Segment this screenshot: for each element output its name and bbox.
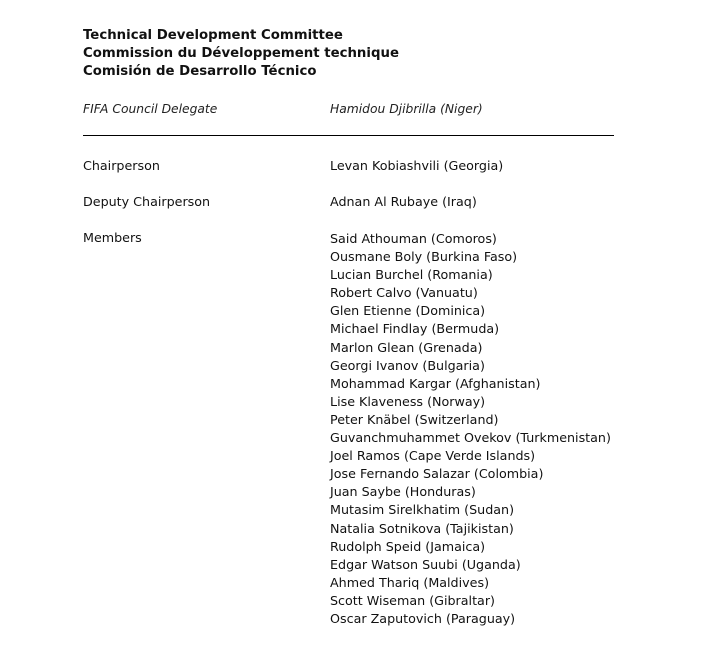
members-label: Members: [83, 230, 142, 245]
member-item: Ahmed Thariq (Maldives): [330, 574, 490, 590]
member-item: Mohammad Kargar (Afghanistan): [330, 375, 541, 391]
title-spanish: Comisión de Desarrollo Técnico: [83, 64, 317, 79]
member-item: Peter Knäbel (Switzerland): [330, 411, 499, 427]
member-item: Scott Wiseman (Gibraltar): [330, 592, 495, 608]
member-item: Joel Ramos (Cape Verde Islands): [330, 448, 536, 464]
member-item: Lucian Burchel (Romania): [330, 267, 493, 283]
member-item: Said Athouman (Comoros): [330, 231, 497, 246]
member-item: Robert Calvo (Vanuatu): [330, 285, 478, 301]
member-item: Juan Saybe (Honduras): [330, 484, 476, 500]
divider-line: [83, 135, 614, 136]
deputy-chairperson-label: Deputy Chairperson: [83, 194, 211, 209]
member-item: Edgar Watson Suubi (Uganda): [330, 556, 521, 572]
title-french: Commission du Développement technique: [83, 46, 399, 61]
member-item: Natalia Sotnikova (Tajikistan): [330, 520, 514, 536]
member-item: Guvanchmuhammet Ovekov (Turkmenistan): [330, 430, 611, 446]
member-item: Ousmane Boly (Burkina Faso): [330, 249, 518, 265]
member-item: Mutasim Sirelkhatim (Sudan): [330, 502, 515, 518]
chairperson-name: Levan Kobiashvili (Georgia): [330, 158, 504, 173]
committee-titles: [83, 27, 399, 81]
deputy-chairperson-name: Adnan Al Rubaye (Iraq): [330, 194, 477, 209]
member-item: Lise Klaveness (Norway): [330, 393, 486, 409]
member-item: Glen Etienne (Dominica): [330, 303, 486, 319]
member-item: Oscar Zaputovich (Paraguay): [330, 610, 516, 626]
title-english: Technical Development Committee: [83, 28, 343, 43]
member-item: Michael Findlay (Bermuda): [330, 321, 500, 337]
member-item: Marlon Glean (Grenada): [330, 339, 483, 355]
delegate-label: FIFA Council Delegate: [83, 102, 218, 116]
chairperson-label: Chairperson: [83, 158, 160, 173]
member-item: Jose Fernando Salazar (Colombia): [330, 466, 544, 482]
member-item: Georgi Ivanov (Bulgaria): [330, 357, 485, 373]
member-item: Rudolph Speid (Jamaica): [330, 538, 486, 554]
members-list: [330, 230, 611, 628]
delegate-name: Hamidou Djibrilla (Niger): [330, 102, 483, 116]
